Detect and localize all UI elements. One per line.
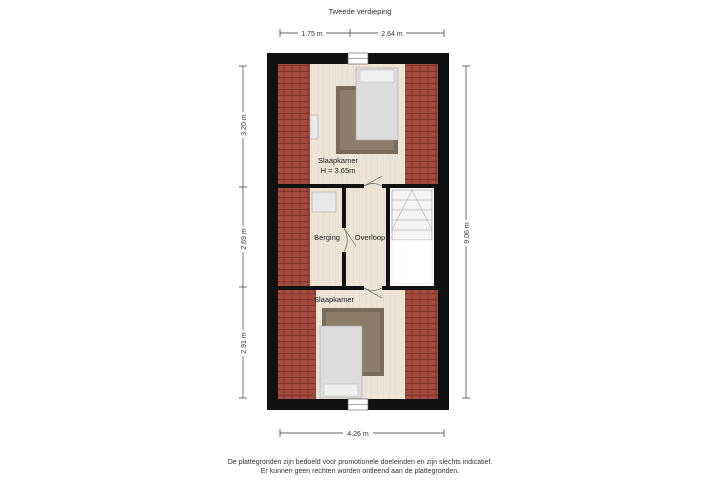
disclaimer-line-2: Er kunnen geen rechten worden ontleend aan de plattegronden. xyxy=(260,468,460,475)
storage-shelf xyxy=(312,192,336,212)
dimension-right xyxy=(461,66,471,398)
dim-bottom: 4.26 m xyxy=(347,431,369,438)
dim-top-left: 1.75 m xyxy=(301,31,323,38)
staircase xyxy=(390,188,434,286)
page-title: Tweede verdieping xyxy=(328,7,392,16)
room-label-berging: Berging xyxy=(314,233,340,242)
room-label-height: H = 3.65m xyxy=(320,166,356,175)
dim-top-right: 2.64 m xyxy=(381,31,403,38)
room-label-slaapkamer-top: Slaapkamer xyxy=(317,156,359,165)
dimension-top xyxy=(280,28,444,38)
dim-left-mid: 2.69 m xyxy=(241,228,248,250)
dim-left-top: 3.20 m xyxy=(241,114,248,136)
room-label-slaapkamer-bottom: Slaapkamer xyxy=(313,295,355,304)
dim-left-bottom: 2.91 m xyxy=(241,332,248,354)
dim-right: 9.06 m xyxy=(464,222,471,244)
dimension-bottom xyxy=(280,428,444,438)
room-label-overloop: Overloop xyxy=(354,233,386,242)
dimension-left xyxy=(238,66,248,398)
disclaimer-line-1: De plattegronden zijn bedoeld voor promotionele doeleinden en zijn slechts indicatief. xyxy=(227,459,493,466)
